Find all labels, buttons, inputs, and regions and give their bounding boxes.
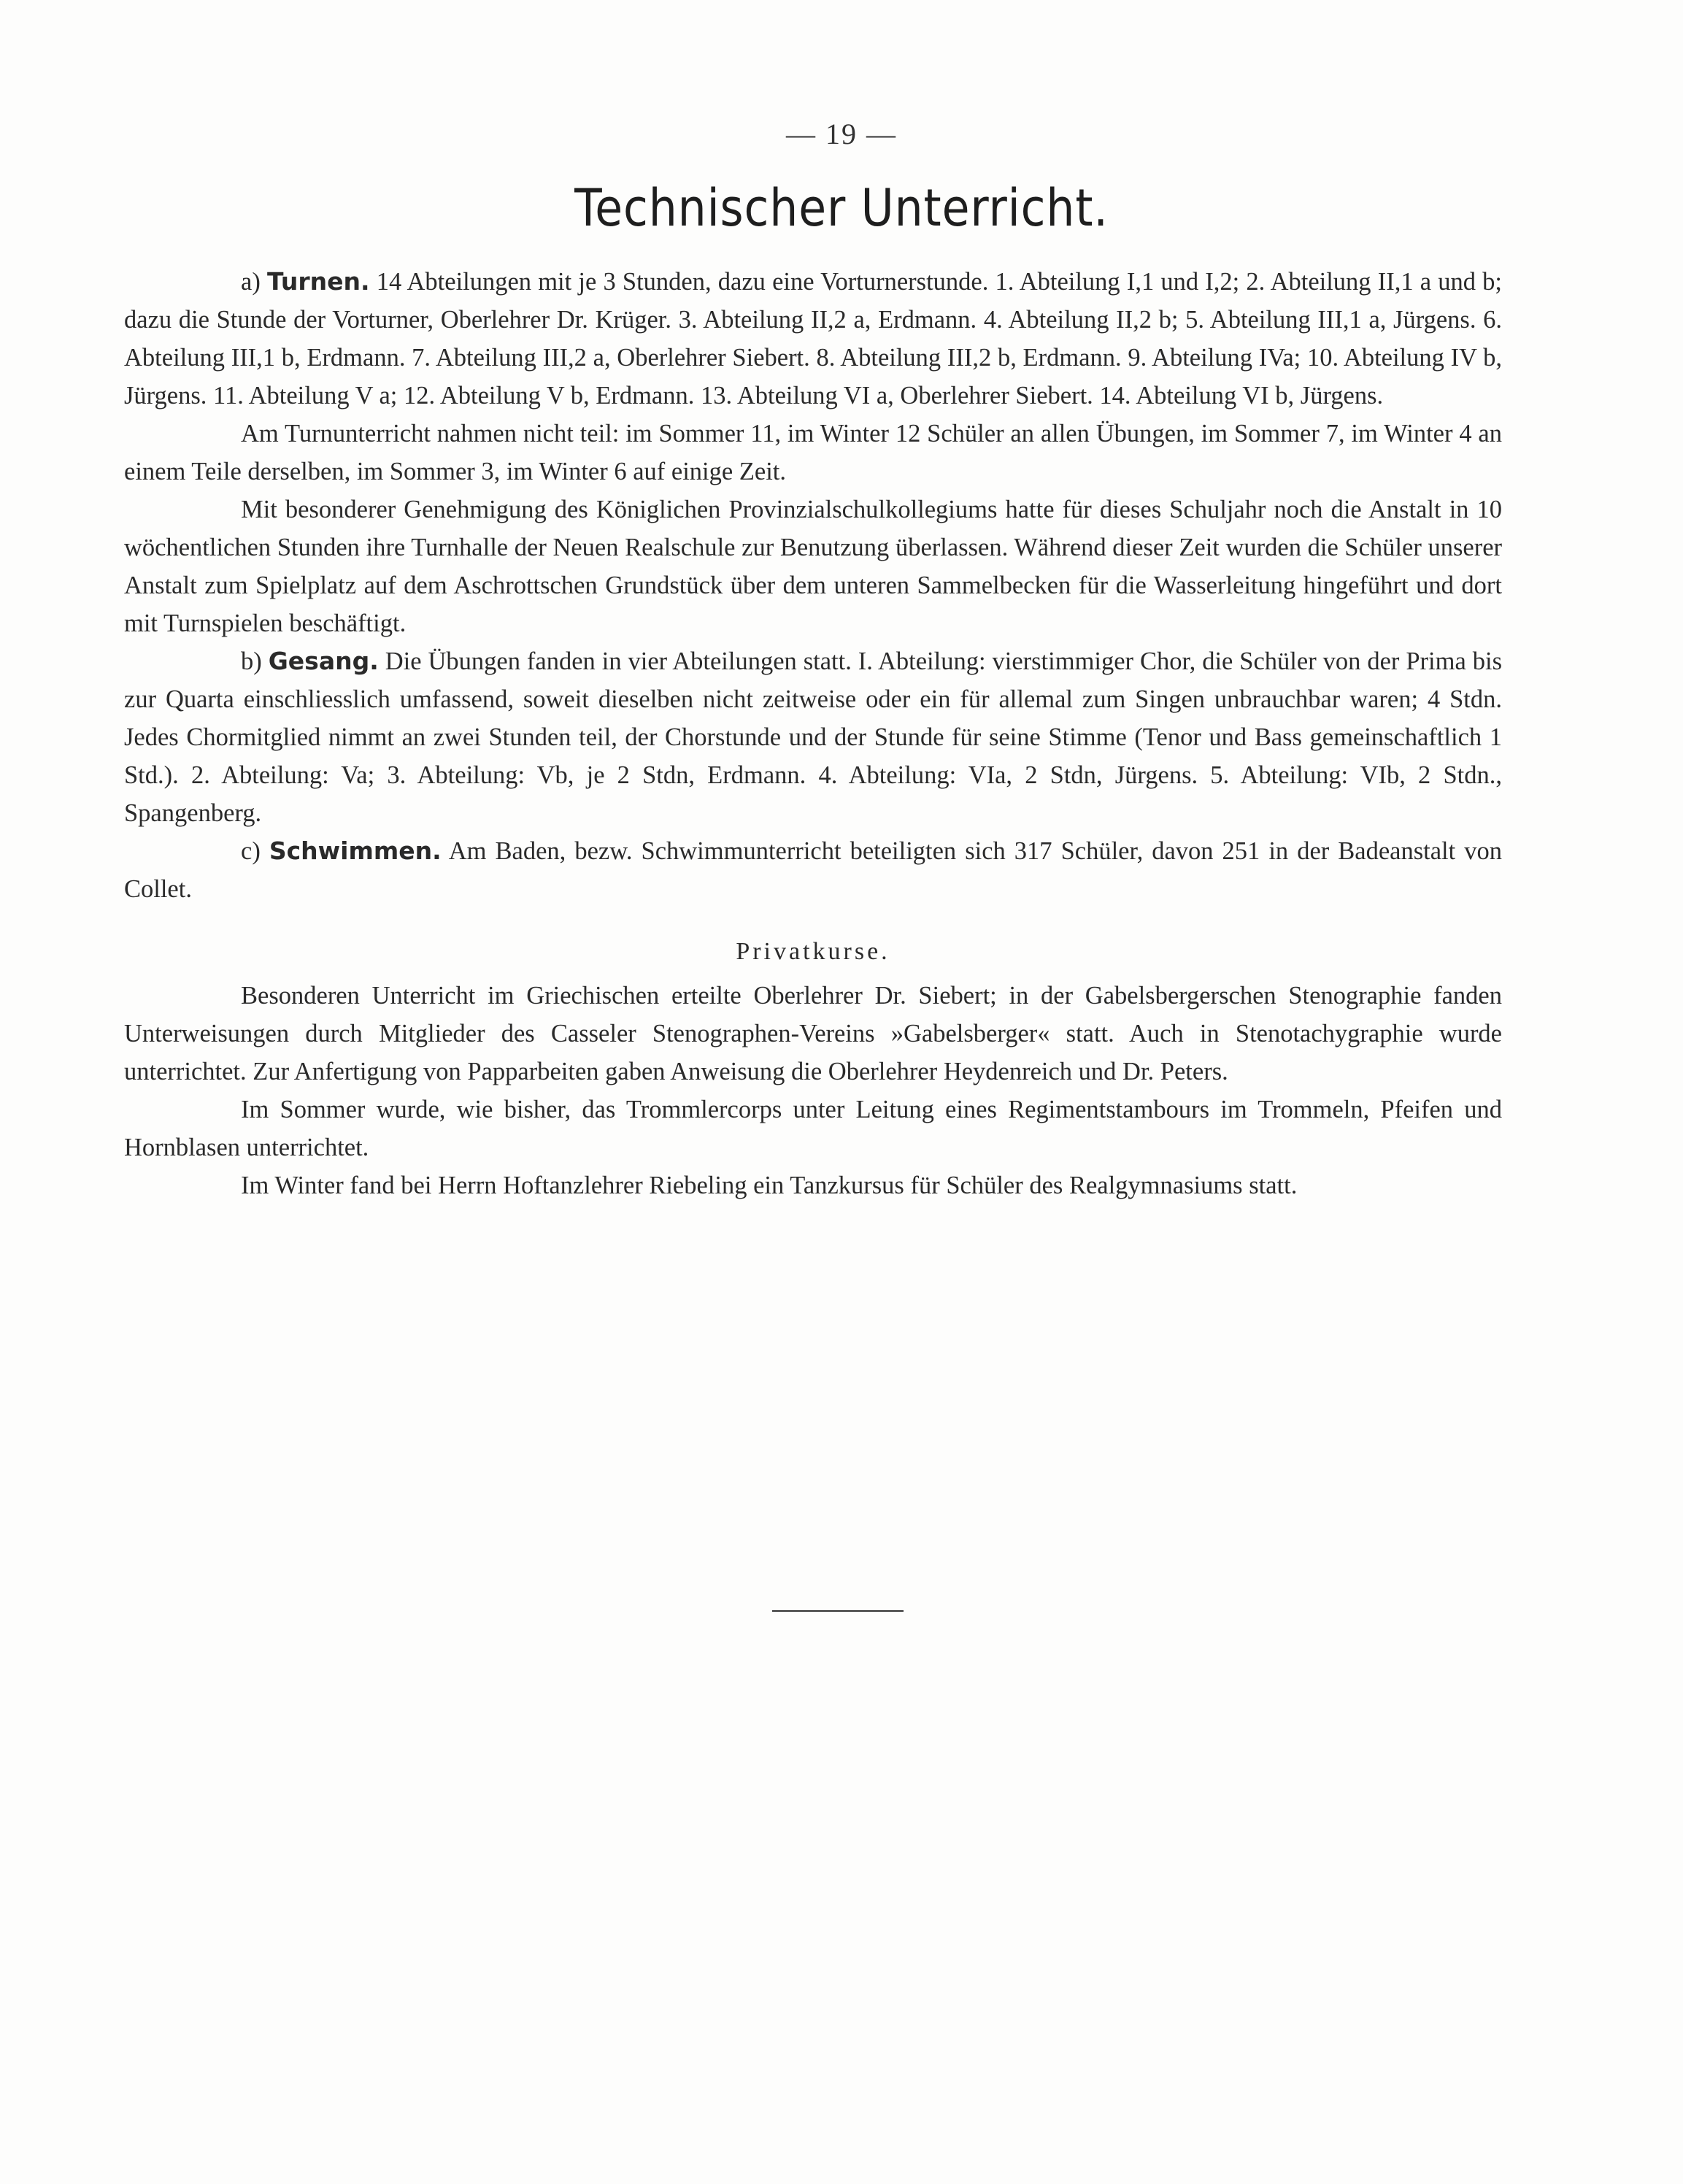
closing-rule: [772, 1610, 904, 1612]
section-schwimmen-label: c): [241, 837, 269, 865]
turnen-paragraph-3: Mit besonderer Genehmigung des Königlichen Provinzialschulkollegiums hatte für dieses Schuljahr noch die Anstalt in 10 wöchentlichen Stunden ihre Turnhalle der Neuen Realschule zur Benutzung überlassen. Während dieser Zeit wurden die Schüler unserer Anstalt zum Spielplatz auf dem Aschrottschen Grundstück über dem unteren Sammelbecken für die Wasserleitung hingeführt und dort mit Turnspielen beschäftigt.: [124, 496, 1502, 637]
privatkurse-paragraph-1: Besonderen Unterricht im Griechischen erteilte Oberlehrer Dr. Siebert; in der Gabelsbergerschen Stenographie fanden Unterweisungen durch Mitglieder des Casseler Stenographen-Vereins »Gabelsberger« statt. Auch in Stenotachygraphie wurde unterrichtet. Zur Anfertigung von Papparbeiten gaben Anweisung die Oberlehrer Heydenreich und Dr. Peters.: [124, 982, 1502, 1085]
section-turnen-text: 14 Abteilungen mit je 3 Stunden, dazu eine Vorturnerstunde. 1. Abteilung I,1 und I,2; 2. Abteilung II,1 a und b; dazu die Stunde der Vorturner, Oberlehrer Dr. Krüger. 3. Abteilung II,2 a, Erdmann. 4. Abteilung II,2 b; 5. Abteilung III,1 a, Jürgens. 6. Abteilung III,1 b, Erdmann. 7. Abteilung III,2 a, Oberlehrer Siebert. 8. Abteilung III,2 b, Erdmann. 9. Abteilung IVa; 10. Abteilung IV b, Jürgens. 11. Abteilung V a; 12. Abteilung V b, Erdmann. 13. Abteilung VI a, Oberlehrer Siebert. 14. Abteilung VI b, Jürgens.: [124, 268, 1503, 410]
body-text: [124, 263, 1502, 1204]
section-schwimmen-heading: Schwimmen.: [269, 837, 442, 865]
section-turnen-label: a): [241, 268, 267, 296]
section-gesang: [124, 642, 1502, 832]
turnen-paragraph-2: Am Turnunterricht nahmen nicht teil: im Sommer 11, im Winter 12 Schüler an allen Übungen, im Sommer 7, im Winter 4 an einem Teile derselben, im Sommer 3, im Winter 6 auf einige Zeit.: [124, 420, 1502, 485]
privatkurse-paragraph-3: Im Winter fand bei Herrn Hoftanzlehrer Riebeling ein Tanzkursus für Schüler des Realgymnasiums statt.: [241, 1172, 1298, 1199]
section-schwimmen: [124, 832, 1502, 908]
section-gesang-heading: Gesang.: [268, 647, 379, 675]
privatkurse-heading: Privatkurse.: [736, 938, 890, 965]
page-number: — 19 —: [786, 118, 897, 150]
section-gesang-label: b): [241, 647, 269, 675]
section-turnen-heading: Turnen.: [266, 267, 370, 296]
section-gesang-text: Die Übungen fanden in vier Abteilungen statt. I. Abteilung: vierstimmiger Chor, die Schüler von der Prima bis zur Quarta einschliesslich umfassend, soweit dieselben nicht zeitweise oder ein für allemal zum Singen unbrauchbar waren; 4 Stdn. Jedes Chormitglied nimmt an zwei Stunden teil, der Chorstunde und der Stunde für seine Stimme (Tenor und Bass gemeinschaftlich 1 Std.). 2. Abteilung: Va; 3. Abteilung: Vb, je 2 Stdn, Erdmann. 4. Abteilung: VIa, 2 Stdn, Jürgens. 5. Abteilung: VIb, 2 Stdn., Spangenberg.: [124, 647, 1502, 827]
privatkurse-paragraph-2: Im Sommer wurde, wie bisher, das Trommlercorps unter Leitung eines Regimentstambours im Trommeln, Pfeifen und Hornblasen unterrichtet.: [124, 1096, 1502, 1161]
page-title: Technischer Unterricht.: [574, 178, 1109, 238]
section-turnen: [124, 263, 1502, 415]
section-schwimmen-text: Am Baden, bezw. Schwimmunterricht beteiligten sich 317 Schüler, davon 251 in der Badeanstalt von Collet.: [124, 837, 1502, 903]
